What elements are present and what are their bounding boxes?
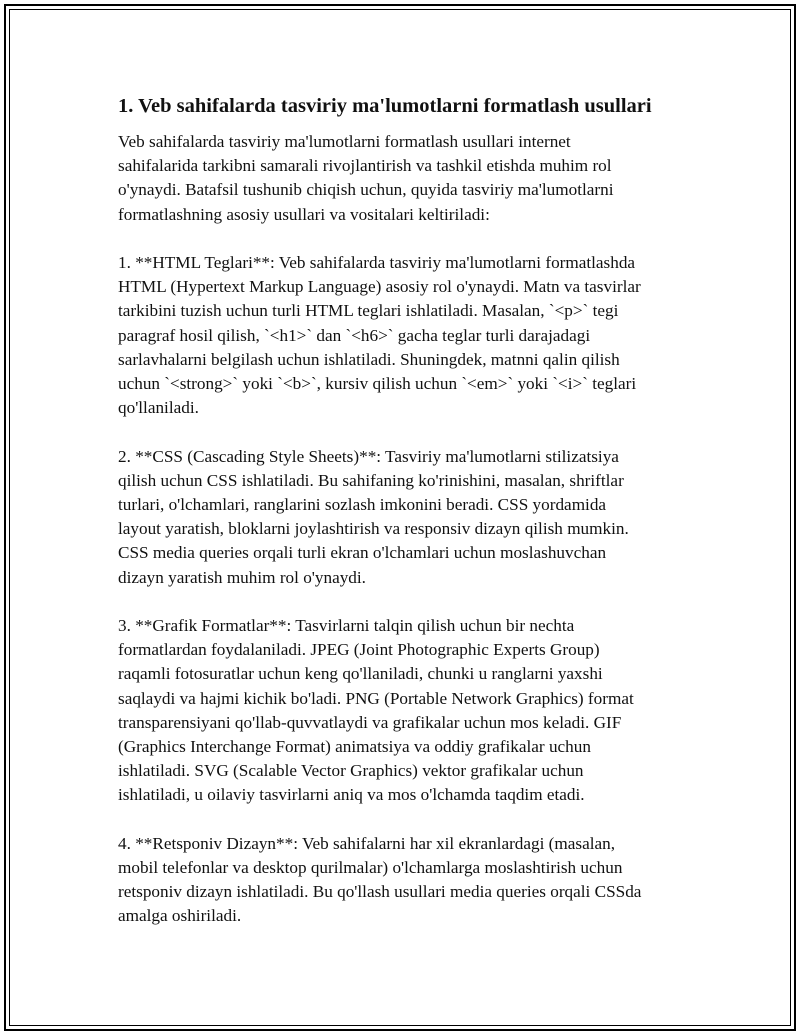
paragraph-line: uchun `<strong>` yoki `<b>`, kursiv qilish uchun `<em>` yoki `<i>` teglari	[118, 374, 637, 394]
paragraph-line: ishlatiladi. SVG (Scalable Vector Graphics) vektor grafikalar uchun	[118, 761, 584, 781]
graphic-formats-paragraph	[118, 614, 690, 808]
paragraph-line: dizayn yaratish muhim rol o'ynaydi.	[118, 567, 366, 587]
document-content	[118, 94, 690, 953]
paragraph-line: 4. **Retsponiv Dizayn**: Veb sahifalarni har xil ekranlardagi (masalan,	[118, 833, 616, 853]
paragraph-line: saqlaydi va hajmi kichik bo'ladi. PNG (Portable Network Graphics) format	[118, 688, 634, 708]
paragraph-line: formatlardan foydalaniladi. JPEG (Joint Photographic Experts Group)	[118, 640, 600, 660]
paragraph-line: o'ynaydi. Batafsil tushunib chiqish uchun, quyida tasviriy ma'lumotlarni	[118, 180, 614, 200]
html-tags-paragraph	[118, 251, 690, 420]
paragraph-line: raqamli fotosuratlar uchun keng qo'llaniladi, chunki u ranglarni yaxshi	[118, 664, 603, 684]
paragraph-line: Veb sahifalarda tasviriy ma'lumotlarni formatlash usullari internet	[118, 132, 571, 151]
paragraph-line: retsponiv dizayn ishlatiladi. Bu qo'llash usullari media queries orqali CSSda	[118, 882, 642, 902]
document-heading: 1. Veb sahifalarda tasviriy ma'lumotlarni formatlash usullari	[118, 95, 652, 117]
responsive-design-paragraph	[118, 832, 690, 929]
css-paragraph	[118, 445, 690, 590]
paragraph-line: CSS media queries orqali turli ekran o'lchamlari uchun moslashuvchan	[118, 543, 607, 563]
paragraph-line: sarlavhalarni belgilash uchun ishlatiladi. Shuningdek, matnni qalin qilish	[118, 349, 620, 369]
paragraph-line: paragraf hosil qilish, `<h1>` dan `<h6>` gacha teglar turli darajadagi	[118, 325, 591, 345]
paragraph-line: turlari, o'lchamlari, ranglarini sozlash imkonini beradi. CSS yordamida	[118, 495, 607, 515]
paragraph-line: HTML (Hypertext Markup Language) asosiy rol o'ynaydi. Matn va tasvirlar	[118, 277, 641, 297]
paragraph-line: 2. **CSS (Cascading Style Sheets)**: Tasviriy ma'lumotlarni stilizatsiya	[118, 446, 619, 466]
paragraph-line: formatlashning asosiy usullari va vositalari keltiriladi:	[118, 204, 490, 224]
paragraph-line: sahifalarida tarkibni samarali rivojlantirish va tashkil etishda muhim rol	[118, 156, 612, 176]
paragraph-line: 1. **HTML Teglari**: Veb sahifalarda tasviriy ma'lumotlarni formatlashda	[118, 253, 636, 272]
paragraph-line: qilish uchun CSS ishlatiladi. Bu sahifaning ko'rinishini, masalan, shriftlar	[118, 470, 624, 490]
paragraph-line: layout yaratish, bloklarni joylashtirish va responsiv dizayn qilish mumkin.	[118, 519, 629, 539]
intro-paragraph	[118, 130, 690, 227]
paragraph-line: transparensiyani qo'llab-quvvatlaydi va grafikalar uchun mos keladi. GIF	[118, 712, 622, 732]
paragraph-line: (Graphics Interchange Format) animatsiya va oddiy grafikalar uchun	[118, 737, 591, 757]
paragraph-line: ishlatiladi, u oilaviy tasvirlarni aniq va mos o'lchamda taqdim etadi.	[118, 785, 585, 805]
paragraph-line: qo'llaniladi.	[118, 398, 199, 418]
paragraph-line: 3. **Grafik Formatlar**: Tasvirlarni talqin qilish uchun bir nechta	[118, 616, 575, 636]
paragraph-line: tarkibini tuzish uchun turli HTML teglari ishlatiladi. Masalan, `<p>` tegi	[118, 301, 619, 321]
paragraph-line: mobil telefonlar va desktop qurilmalar) o'lchamlarga moslashtirish uchun	[118, 858, 623, 878]
paragraph-line: amalga oshiriladi.	[118, 906, 242, 926]
